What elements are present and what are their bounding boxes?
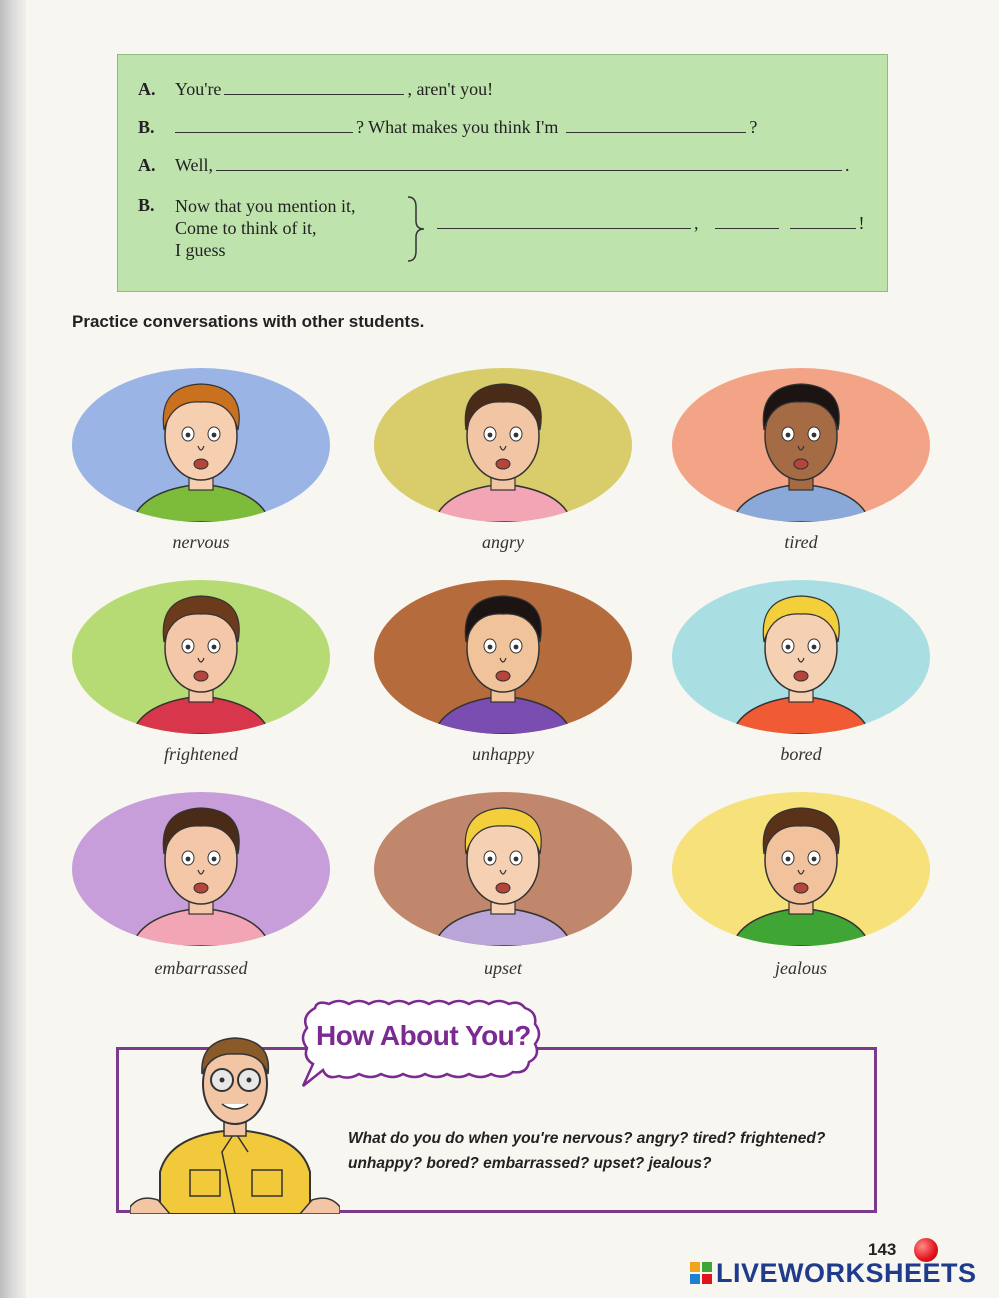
caption-upset: upset	[484, 958, 522, 978]
dialog-text: ?	[749, 117, 758, 137]
dialog-text: You're	[175, 79, 222, 99]
question-line: unhappy? bored? embarrassed? upset? jealous?	[348, 1155, 712, 1172]
dialog-text: ? What makes you think I'm	[356, 117, 559, 137]
instruction-text: Practice conversations with other students.	[72, 312, 425, 331]
how-about-you-question	[348, 1126, 868, 1176]
caption-jealous: jealous	[775, 958, 827, 978]
dialog-option: Come to think of it,	[175, 218, 317, 238]
caption-nervous: nervous	[172, 532, 230, 552]
answer-blank[interactable]	[566, 131, 746, 133]
dialog-line-a1	[138, 79, 493, 100]
caption-angry: angry	[482, 532, 524, 552]
how-about-you-title: How About You?	[316, 1020, 531, 1051]
unhappy-portrait	[374, 580, 632, 734]
curly-brace-icon	[406, 195, 426, 263]
caption-unhappy: unhappy	[472, 744, 534, 764]
angry-portrait	[374, 368, 632, 522]
caption-tired: tired	[784, 532, 818, 552]
dialog-option: Now that you mention it,	[175, 196, 356, 216]
frightened-portrait	[72, 580, 330, 734]
dialog-text: , aren't you!	[407, 79, 494, 99]
dialog-text: .	[845, 155, 850, 175]
page-number: 143	[868, 1240, 897, 1259]
dialog-line-b2-blanks	[434, 213, 865, 234]
answer-blank[interactable]	[715, 227, 779, 229]
liveworksheets-logo-icon	[690, 1262, 712, 1284]
dialog-text: Well,	[175, 155, 214, 175]
answer-blank[interactable]	[175, 131, 353, 133]
dialog-option: I guess	[175, 240, 226, 260]
caption-embarrassed: embarrassed	[154, 958, 248, 978]
answer-blank[interactable]	[437, 227, 691, 229]
caption-bored: bored	[780, 744, 822, 764]
speaker-label: B.	[138, 195, 155, 215]
upset-portrait	[374, 792, 632, 946]
brand-text: LIVEWORKSHEETS	[716, 1258, 977, 1288]
question-line: What do you do when you're nervous? angry? tired? frightened?	[348, 1130, 826, 1147]
bored-portrait	[672, 580, 930, 734]
speaker-label: B.	[138, 117, 155, 137]
tired-portrait	[672, 368, 930, 522]
dialog-box	[117, 54, 888, 292]
answer-blank[interactable]	[790, 227, 856, 229]
nervous-portrait	[72, 368, 330, 522]
dialog-line-a2	[138, 155, 850, 176]
speaker-label: A.	[138, 79, 156, 99]
dialog-line-b2	[138, 195, 355, 261]
dialog-text: ,	[694, 213, 699, 233]
caption-frightened: frightened	[164, 744, 238, 764]
jealous-portrait	[672, 792, 930, 946]
book-spine-shadow	[0, 0, 26, 1298]
brand-watermark	[716, 1258, 977, 1289]
speaker-label: A.	[138, 155, 156, 175]
answer-blank[interactable]	[216, 169, 842, 171]
dialog-line-b1	[138, 117, 757, 138]
answer-blank[interactable]	[224, 93, 404, 95]
dialog-text: !	[858, 213, 865, 233]
embarrassed-portrait	[72, 792, 330, 946]
